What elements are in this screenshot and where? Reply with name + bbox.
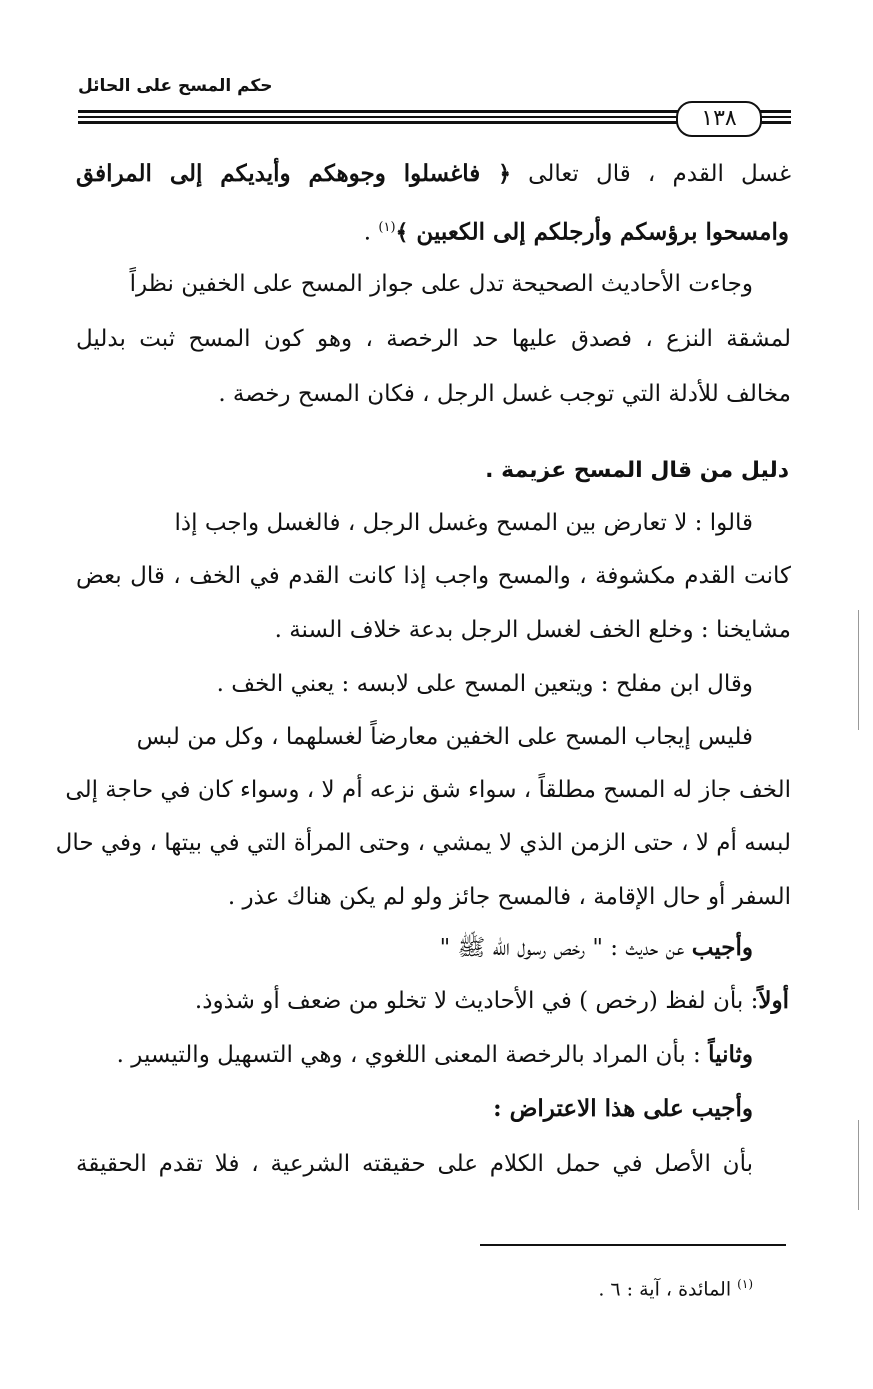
text-span: : بأن لفظ (رخص ) في الأحاديث لا تخلو من ضعف أو شذوذ.: [194, 988, 759, 1014]
quran-verse: وامسحوا برؤسكم وأرجلكم إلى الكعبين: [408, 218, 789, 246]
text-span: .: [363, 219, 379, 246]
footnote-reference: (١): [378, 220, 396, 235]
text-line: [117, 1038, 753, 1072]
text-line: الخف جاز له المسح مطلقاً ، سواء شق نزعه أم لا ، وسواء كان في حاجة إلى: [65, 777, 791, 803]
footnote-text: المائدة ، آية : ٦ .: [598, 1278, 738, 1301]
text-line: بأن الأصل في حمل الكلام على حقيقته الشرعية ، فلا تقدم الحقيقة: [76, 1151, 753, 1177]
text-line: [76, 157, 791, 191]
text-line: لبسه أم لا ، حتى الزمن الذي لا يمشي ، وحتى المرأة التي في بيتها ، وفي حال: [55, 830, 791, 856]
subheading: وأجيب على هذا الاعتراض :: [493, 1095, 753, 1122]
scan-edge-mark: [858, 610, 859, 730]
text-line: [440, 931, 753, 965]
text-span: عن حديث : " رخص رسول الله ﷺ ": [439, 935, 692, 961]
text-line: [364, 211, 789, 250]
lead-word: أولاً: [758, 987, 789, 1014]
footnote-marker: (١): [737, 1277, 753, 1291]
running-title: حكم المسح على الحائل: [78, 76, 273, 96]
section-heading: دليل من قال المسح عزيمة .: [485, 458, 789, 483]
lead-word: وثانياً: [708, 1041, 753, 1068]
footnote: [598, 1270, 753, 1303]
text-line: مخالف للأدلة التي توجب غسل الرجل ، فكان المسح رخصة .: [218, 381, 791, 407]
quran-bracket-close: ﴾: [395, 219, 409, 246]
text-line: [195, 984, 789, 1018]
footnote-rule: [480, 1244, 786, 1246]
text-line: كانت القدم مكشوفة ، والمسح واجب إذا كانت القدم في الخف ، قال بعض: [76, 563, 791, 589]
text-line: مشايخنا : وخلع الخف لغسل الرجل بدعة خلاف السنة .: [274, 617, 791, 643]
lead-word: وأجيب: [691, 934, 753, 961]
scan-edge-mark: [858, 1120, 859, 1210]
text-line: لمشقة النزع ، فصدق عليها حد الرخصة ، وهو كون المسح ثبت بدليل: [76, 326, 791, 352]
page-number: ١٣٨: [676, 101, 762, 137]
text-line: وجاءت الأحاديث الصحيحة تدل على جواز المسح على الخفين نظراً: [129, 271, 753, 297]
quran-bracket-open: ﴿: [498, 161, 511, 187]
text-line: فليس إيجاب المسح على الخفين معارضاً لغسلهما ، وكل من لبس: [136, 724, 753, 750]
text-span: : بأن المراد بالرخصة المعنى اللغوي ، وهي التسهيل والتيسير .: [116, 1042, 709, 1068]
text-line: وقال ابن مفلح : ويتعين المسح على لابسه : يعني الخف .: [216, 671, 753, 697]
text-line: السفر أو حال الإقامة ، فالمسح جائز ولو لم يكن هناك عذر .: [227, 884, 791, 910]
text-span: غسل القدم ، قال تعالى: [510, 161, 792, 187]
quran-verse: فاغسلوا وجوهكم وأيديكم إلى المرافق: [76, 160, 499, 187]
text-line: قالوا : لا تعارض بين المسح وغسل الرجل ، فالغسل واجب إذا: [174, 510, 753, 536]
